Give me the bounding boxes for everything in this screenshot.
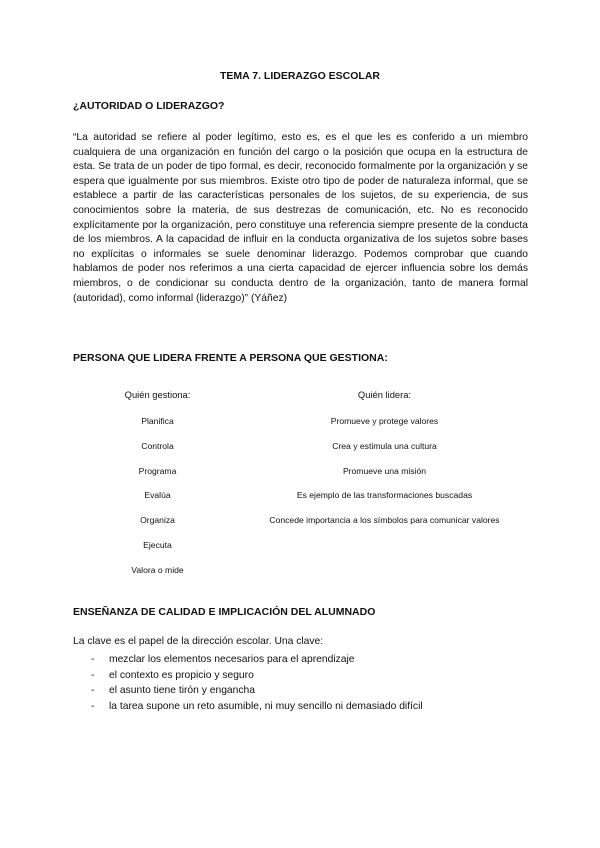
gestiona-item: Valora o mide xyxy=(131,564,184,575)
gestiona-item: Ejecuta xyxy=(143,539,172,550)
clave-list xyxy=(73,652,423,714)
lidera-item: Es ejemplo de las transformaciones buscadas xyxy=(296,490,473,501)
gestiona-item: Organiza xyxy=(140,515,175,526)
gestiona-column xyxy=(105,389,210,589)
list-item-text: el contexto es propicio y seguro xyxy=(109,669,254,681)
quote-paragraph: “La autoridad se refiere al poder legítimo, esto es, es el que les es conferido a un miembro cualquiera de una organización en función del cargo o la posición que ocupa en la estructura de esta. Se trata de un poder de tipo formal, es decir, reconocido formalmente por la organización y se espera que igualmente por sus miembros. Existe otro tipo de poder de naturaleza informal, que se establece a partir de las características personales de los sujetos, de su experiencia, de sus conocimientos sobre la materia, de sus destrezas de comunicación, etc. No es reconocido explícitamente por la organización, pero constituye una referencia siempre presente de la conducta de los miembros. A la capacidad de influir en la conducta organizativa de los sujetos sobre bases no explícitas o informales se suele denominar liderazgo. Podemos comprobar que cuando hablamos de poder nos referimos a una cierta capacidad de ejercer influencia sobre los demás miembros, o de condicionar su conducta dentro de la organización, tanto de manera formal (autoridad), como informal (liderazgo)” (Yáñez) xyxy=(73,132,528,304)
section-heading-autoridad: ¿AUTORIDAD O LIDERAZGO? xyxy=(73,100,225,112)
lidera-column xyxy=(232,389,537,539)
dash-marker: - xyxy=(91,700,95,712)
lidera-item: Crea y estimula una cultura xyxy=(332,440,437,451)
section-heading-calidad: ENSEÑANZA DE CALIDAD E IMPLICACIÓN DEL ALUMNADO xyxy=(73,606,376,618)
gestiona-item: Programa xyxy=(138,465,177,476)
dash-marker: - xyxy=(91,669,95,681)
clave-intro: La clave es el papel de la dirección escolar. Una clave: xyxy=(73,636,324,647)
list-item xyxy=(73,683,423,699)
section-heading-lidera-gestiona: PERSONA QUE LIDERA FRENTE A PERSONA QUE GESTIONA: xyxy=(73,352,388,364)
gestiona-item: Evalúa xyxy=(144,490,171,501)
lidera-item: Promueve una misión xyxy=(342,465,427,476)
list-item-text: el asunto tiene tirón y engancha xyxy=(109,685,255,696)
gestiona-item: Controla xyxy=(141,440,174,451)
list-item-text: la tarea supone un reto asumible, ni muy sencillo ni demasiado difícil xyxy=(109,700,423,712)
gestiona-item: Planifica xyxy=(141,416,174,426)
dash-marker: - xyxy=(91,685,95,696)
list-item xyxy=(73,699,423,715)
lidera-item: Promueve y protege valores xyxy=(330,416,439,426)
gestiona-header: Quién gestiona: xyxy=(124,389,191,400)
lidera-header: Quién lidera: xyxy=(357,389,412,400)
list-item xyxy=(73,652,423,668)
lidera-item: Concede importancia a los símbolos para comunicar valores xyxy=(269,515,500,526)
list-item-text: mezclar los elementos necesarios para el aprendizaje xyxy=(109,654,355,665)
document-title: TEMA 7. LIDERAZGO ESCOLAR xyxy=(219,70,381,82)
list-item xyxy=(73,668,423,684)
dash-marker: - xyxy=(91,654,95,665)
